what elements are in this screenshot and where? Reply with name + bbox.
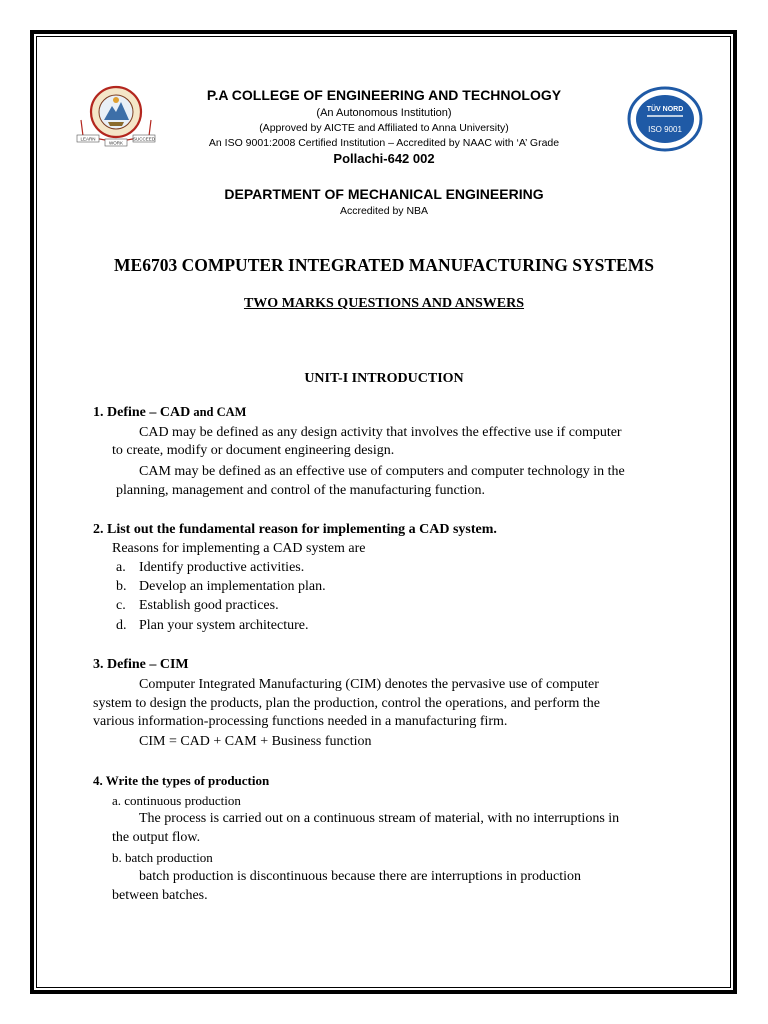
question-1: [93, 405, 246, 421]
production-type-a-label: a. continuous production: [112, 793, 241, 808]
answer-3-line: Computer Integrated Manufacturing (CIM) denotes the pervasive use of computer: [139, 677, 599, 692]
document-subtitle: TWO MARKS QUESTIONS AND ANSWERS: [243, 296, 525, 311]
answer-1-line: planning, management and control of the manufacturing function.: [116, 483, 485, 498]
department-accreditation: Accredited by NBA: [339, 205, 429, 217]
question-4: 4. Write the types of production: [93, 773, 270, 788]
approval-note: (Approved by AICTE and Affiliated to Anna University): [259, 122, 509, 134]
list-item: Plan your system architecture.: [139, 618, 309, 633]
list-item-marker: b.: [116, 579, 127, 594]
answer-1-line: CAM may be defined as an effective use of computers and computer technology in the: [139, 464, 625, 479]
seal-brand-text: TÜV NORD: [646, 106, 684, 113]
cim-formula: CIM = CAD + CAM + Business function: [139, 734, 372, 749]
answer-1-line: to create, modify or document engineering design.: [112, 443, 395, 458]
seal-standard-text: ISO 9001: [648, 125, 682, 134]
emblem-motto-learn: LEARN: [80, 136, 96, 142]
list-item: Identify productive activities.: [139, 560, 305, 575]
question-1-prefix: 1. Define – CAD: [93, 405, 191, 420]
college-name: P.A COLLEGE OF ENGINEERING AND TECHNOLOGY: [206, 87, 562, 103]
production-type-b-line: batch production is discontinuous because there are interruptions in production: [139, 869, 582, 884]
autonomous-note: (An Autonomous Institution): [316, 107, 452, 119]
list-item-marker: d.: [116, 618, 127, 633]
list-item-marker: a.: [116, 560, 126, 575]
production-type-b-line: between batches.: [112, 888, 208, 903]
answer-3-line: various information-processing functions needed in a manufacturing firm.: [93, 714, 508, 729]
list-item: Develop an implementation plan.: [139, 579, 326, 594]
iso-certification-line: An ISO 9001:2008 Certified Institution – Accredited by NAAC with ‘A’ Grade: [208, 137, 560, 149]
answer-1-line: CAD may be defined as any design activity that involves the effective use if computer: [139, 425, 622, 440]
answer-3-line: system to design the products, plan the production, control the operations, and perform the: [93, 696, 600, 711]
course-title: ME6703 COMPUTER INTEGRATED MANUFACTURING SYSTEMS: [114, 255, 654, 275]
unit-title: UNIT-I INTRODUCTION: [304, 371, 464, 386]
college-location: Pollachi-642 002: [333, 151, 435, 166]
production-type-a-line: The process is carried out on a continuous stream of material, with no interruptions in: [139, 811, 620, 826]
department-name: DEPARTMENT OF MECHANICAL ENGINEERING: [224, 186, 544, 202]
question-3: 3. Define – CIM: [93, 657, 189, 672]
emblem-motto-work: WORK: [109, 140, 123, 146]
list-item-marker: c.: [116, 598, 126, 613]
question-2: 2. List out the fundamental reason for implementing a CAD system.: [93, 522, 497, 537]
question-1-suffix: and CAM: [190, 405, 247, 419]
production-type-b-label: b. batch production: [112, 850, 213, 865]
emblem-motto-succeed: SUCCEED: [132, 136, 156, 142]
production-type-a-line: the output flow.: [112, 830, 201, 845]
answer-2-intro: Reasons for implementing a CAD system are: [112, 541, 366, 556]
list-item: Establish good practices.: [139, 598, 279, 613]
